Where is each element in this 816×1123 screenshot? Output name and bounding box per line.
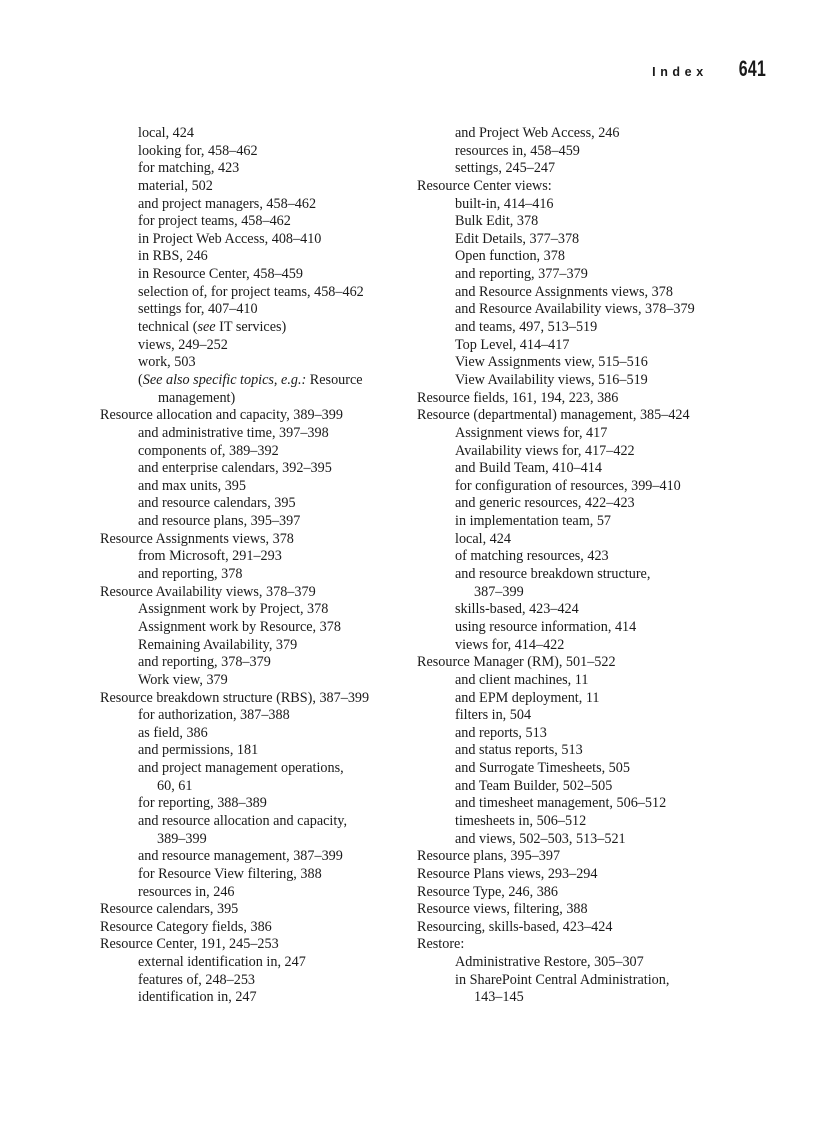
index-cross-reference: See also specific topics, e.g.:	[142, 371, 307, 388]
index-cross-reference: see	[197, 319, 216, 336]
index-subentry: components of, 389–392	[138, 442, 279, 459]
index-subentry: and Resource Availability views, 378–379	[455, 301, 695, 318]
index-main-entry: Resource allocation and capacity, 389–399	[100, 407, 343, 424]
index-main-entry: Resource Center views:	[417, 177, 552, 194]
index-subentry: looking for, 458–462	[138, 142, 258, 159]
index-subentry: Edit Details, 377–378	[455, 230, 580, 247]
index-subentry: identification in, 247	[138, 989, 257, 1006]
index-subentry: work, 503	[138, 354, 196, 371]
index-main-entry: Resource calendars, 395	[100, 901, 239, 918]
index-subentry: views for, 414–422	[455, 636, 565, 653]
index-subentry: Top Level, 414–417	[455, 336, 570, 353]
index-subentry: settings, 245–247	[455, 160, 556, 177]
index-subentry: and enterprise calendars, 392–395	[138, 460, 332, 477]
running-header-section-label: Index	[652, 65, 708, 79]
index-subentry: resources in, 458–459	[455, 142, 580, 159]
index-main-entry: Resource views, filtering, 388	[417, 901, 588, 918]
index-entry-text: Resource	[306, 371, 363, 388]
index-subentry: in SharePoint Central Administration,	[455, 971, 670, 988]
index-subentry: Availability views for, 417–422	[455, 442, 635, 459]
index-subentry: and generic resources, 422–423	[455, 495, 635, 512]
index-subentry: for authorization, 387–388	[138, 707, 290, 724]
index-subentry: and Resource Assignments views, 378	[455, 283, 673, 300]
index-main-entry: Resource plans, 395–397	[417, 848, 561, 865]
index-main-entry: Resource Center, 191, 245–253	[100, 936, 279, 953]
index-subentry: built-in, 414–416	[455, 195, 554, 212]
index-subentry: and reports, 513	[455, 724, 547, 741]
index-subentry: for project teams, 458–462	[138, 213, 291, 230]
index-subentry: for reporting, 388–389	[138, 795, 267, 812]
index-subentry: and project managers, 458–462	[138, 195, 317, 212]
index-subentry: in Project Web Access, 408–410	[138, 230, 322, 247]
index-subentry: Open function, 378	[455, 248, 565, 265]
index-subentry: as field, 386	[138, 724, 208, 741]
index-subentry: 60, 61	[157, 777, 193, 794]
index-subentry: 387–399	[474, 583, 524, 600]
index-main-entry: Resource breakdown structure (RBS), 387–399	[100, 689, 370, 706]
index-subentry: and administrative time, 397–398	[138, 424, 329, 441]
running-header	[652, 56, 766, 82]
index-subentry: Assignment work by Resource, 378	[138, 618, 341, 635]
index-subentry: of matching resources, 423	[455, 548, 609, 565]
index-subentry: Remaining Availability, 379	[138, 636, 298, 653]
index-subentry: for Resource View filtering, 388	[138, 865, 322, 882]
index-subentry: Bulk Edit, 378	[455, 213, 539, 230]
index-main-entry: Resource Category fields, 386	[100, 918, 272, 935]
index-subentry: views, 249–252	[138, 336, 228, 353]
index-subentry: in Resource Center, 458–459	[138, 266, 303, 283]
index-subentry: and client machines, 11	[455, 671, 589, 688]
index-subentry: Assignment work by Project, 378	[138, 601, 329, 618]
index-subentry: and reporting, 378–379	[138, 654, 271, 671]
index-subentry: and reporting, 377–379	[455, 266, 588, 283]
index-subentry: View Assignments view, 515–516	[455, 354, 648, 371]
index-subentry: and reporting, 378	[138, 566, 243, 583]
index-subentry: and timesheet management, 506–512	[455, 795, 667, 812]
index-subentry: filters in, 504	[455, 707, 532, 724]
index-main-entry: Resource Type, 246, 386	[417, 883, 558, 900]
index-subentry: timesheets in, 506–512	[455, 812, 587, 829]
index-column-right	[417, 125, 737, 1007]
index-entry-text: technical (	[138, 319, 198, 336]
index-subentry: and Build Team, 410–414	[455, 460, 602, 477]
index-subentry: using resource information, 414	[455, 618, 637, 635]
index-subentry: skills-based, 423–424	[455, 601, 579, 618]
page-number: 641	[738, 56, 766, 81]
index-subentry: and Project Web Access, 246	[455, 125, 620, 141]
index-subentry: and views, 502–503, 513–521	[455, 830, 626, 847]
index-subentry: 143–145	[474, 989, 524, 1006]
index-subentry: and status reports, 513	[455, 742, 583, 759]
index-main-entry: Resource Manager (RM), 501–522	[417, 654, 616, 671]
index-subentry: and resource calendars, 395	[138, 495, 296, 512]
index-subentry: local, 424	[138, 125, 194, 141]
index-subentry: and resource management, 387–399	[138, 848, 343, 865]
index-subentry: in implementation team, 57	[455, 513, 612, 530]
index-subentry: features of, 248–253	[138, 971, 256, 988]
index-subentry: Assignment views for, 417	[455, 424, 608, 441]
index-main-entry: Resource Plans views, 293–294	[417, 865, 598, 882]
index-column-left	[100, 125, 400, 1007]
index-subentry: and resource allocation and capacity,	[138, 812, 348, 829]
index-subentry: external identification in, 247	[138, 954, 306, 971]
index-entry-text: (	[138, 371, 143, 388]
index-subentry: management)	[158, 389, 236, 406]
index-subentry	[100, 319, 400, 337]
index-subentry: and max units, 395	[138, 477, 246, 494]
index-main-entry: Resource Assignments views, 378	[100, 530, 294, 547]
index-subentry: 389–399	[157, 830, 207, 847]
index-subentry: and teams, 497, 513–519	[455, 319, 598, 336]
index-main-entry: Resource fields, 161, 194, 223, 386	[417, 389, 619, 406]
index-subentry: settings for, 407–410	[138, 301, 258, 318]
index-main-entry: Resource (departmental) management, 385–424	[417, 407, 690, 424]
index-subentry: Administrative Restore, 305–307	[455, 954, 644, 971]
index-subentry: and EPM deployment, 11	[455, 689, 600, 706]
index-subentry: in RBS, 246	[138, 248, 208, 265]
index-subentry: and resource plans, 395–397	[138, 513, 301, 530]
index-subentry: material, 502	[138, 177, 213, 194]
index-subentry: from Microsoft, 291–293	[138, 548, 282, 565]
index-subentry: resources in, 246	[138, 883, 235, 900]
index-subentry: selection of, for project teams, 458–462	[138, 283, 364, 300]
index-subentry: and permissions, 181	[138, 742, 259, 759]
index-subentry: and resource breakdown structure,	[455, 566, 651, 583]
index-subentry	[100, 372, 400, 390]
index-main-entry: Resourcing, skills-based, 423–424	[417, 918, 613, 935]
index-subentry: and Surrogate Timesheets, 505	[455, 760, 630, 777]
index-subentry: and project management operations,	[138, 760, 344, 777]
index-subentry: for matching, 423	[138, 160, 240, 177]
index-main-entry: Resource Availability views, 378–379	[100, 583, 316, 600]
index-main-entry: Restore:	[417, 936, 465, 953]
index-subentry: for configuration of resources, 399–410	[455, 477, 681, 494]
index-subentry: local, 424	[455, 530, 511, 547]
index-subentry: View Availability views, 516–519	[455, 371, 648, 388]
index-subentry: Work view, 379	[138, 671, 228, 688]
index-entry-text: IT services)	[215, 319, 287, 336]
index-subentry: and Team Builder, 502–505	[455, 777, 613, 794]
